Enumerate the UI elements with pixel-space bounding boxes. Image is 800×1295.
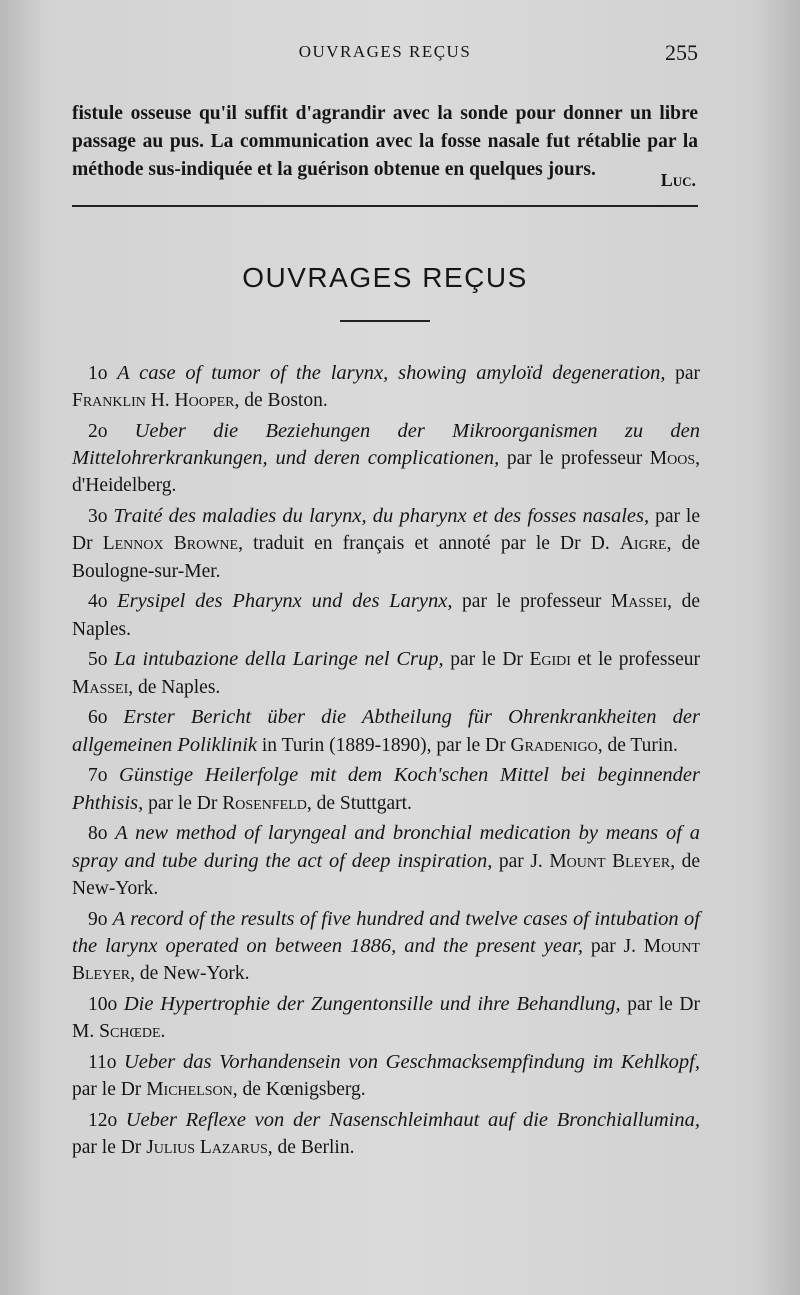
entry-author: Michelson	[146, 1079, 233, 1101]
entry-title: Erster Bericht über die Abtheilung für Ohrenkrankheiten der allgemeinen Poliklinik	[72, 706, 701, 756]
entry-title: Ueber die Beziehungen der Mikroorganismen zu den Mittelohrerkrankungen, und deren complicationen,	[72, 420, 700, 470]
section-divider	[72, 205, 698, 207]
entry-text: par le Dr	[72, 1079, 147, 1101]
entries-list	[72, 360, 700, 1165]
entry-title: Traité des maladies du larynx, du pharynx et des fosses nasales,	[113, 505, 650, 528]
entry-text: par le Dr	[143, 792, 223, 814]
entry-author: Egidi	[529, 649, 571, 671]
entry-text: , de Berlin.	[267, 1137, 355, 1159]
entry-number: 3o	[88, 506, 108, 528]
entry-title: Günstige Heilerfolge mit dem Koch'schen Mittel bei beginnender Phthisis,	[72, 764, 700, 814]
running-head-title: OUVRAGES REÇUS	[298, 42, 472, 61]
entry-text: , de Naples.	[72, 591, 701, 640]
entry-number: 4o	[88, 591, 108, 613]
entry-author: Massei	[72, 676, 129, 698]
entry-number: 2o	[88, 421, 108, 442]
intro-paragraph: fistule osseuse qu'il suffit d'agrandir avec la sonde pour donner un libre passage au pus. La communication avec la fosse nasale fut rétablie par la méthode sus-indiquée et la guérison obtenue en quelques jours.	[72, 102, 698, 180]
entry-title: Die Hypertrophie der Zungentonsille und ihre Behandlung,	[123, 992, 621, 1015]
entry-text: , de Stuttgart.	[306, 792, 412, 814]
page-number: 255	[665, 40, 698, 65]
entry-number: 8o	[88, 823, 108, 845]
entry-number: 5o	[88, 649, 108, 671]
entry-text: par le professeur	[452, 591, 611, 613]
entry-title: A case of tumor of the larynx, showing amyloïd degeneration,	[117, 362, 666, 384]
entry-title: Ueber Reflexe von der Nasenschleimhaut auf die Bronchiallumina,	[125, 1108, 701, 1131]
entry-author: Massei	[610, 591, 668, 613]
entry-author: Franklin H. Hooper	[72, 390, 235, 412]
section-title: OUVRAGES REÇUS	[242, 262, 528, 293]
entry-number: 11o	[88, 1051, 117, 1073]
list-item	[72, 991, 700, 1045]
list-item	[72, 906, 700, 988]
list-item	[72, 704, 700, 758]
entry-author: Rosenfeld	[222, 792, 307, 814]
entry-author: Mount Bleyer	[549, 850, 671, 872]
entry-text: , de New-York.	[72, 850, 700, 899]
entry-text: et le professeur	[570, 649, 700, 671]
entry-number: 12o	[88, 1109, 118, 1131]
entry-author: Aigre	[619, 533, 667, 555]
running-head	[72, 40, 698, 70]
entry-text: par	[665, 363, 701, 384]
entry-number: 7o	[88, 765, 108, 787]
entry-text: , de Naples.	[128, 676, 221, 698]
title-underline	[340, 320, 430, 322]
entry-text: par le Dr M.	[72, 993, 700, 1043]
entry-title: La intubazione della Laringe nel Crup,	[114, 648, 444, 671]
entry-text: , de Turin.	[597, 734, 678, 756]
entry-number: 6o	[88, 707, 108, 729]
list-item	[72, 588, 700, 642]
entry-text: in Turin (1889-1890), par le Dr	[257, 734, 511, 756]
entry-title: Ueber das Vorhandensein von Geschmacksempfindung im Kehlkopf,	[124, 1050, 700, 1073]
entry-author: Lennox Browne	[102, 533, 239, 555]
list-item	[72, 1049, 700, 1103]
entry-text: , de Kœnigsberg.	[232, 1079, 366, 1101]
list-item	[72, 1107, 700, 1161]
entry-author: Mount Bleyer	[72, 935, 700, 985]
list-item	[72, 503, 700, 585]
entry-text: , traduit en français et annoté par le Dr D.	[238, 533, 620, 555]
entry-number: 9o	[88, 908, 108, 930]
entry-text: par le Dr	[72, 506, 701, 555]
list-item	[72, 646, 700, 700]
entry-text: par le Dr	[443, 649, 530, 671]
entry-author: Julius Lazarus	[146, 1137, 268, 1159]
entry-text: , de Boston.	[234, 390, 328, 412]
entry-number: 10o	[88, 993, 118, 1015]
entry-title: A new method of laryngeal and bronchial medication by means of a spray and tube during the act of deep inspiration,	[72, 822, 701, 872]
entry-title: Erysipel des Pharynx und des Larynx,	[117, 590, 453, 613]
entry-author: Moos	[649, 448, 696, 470]
entry-text: , de New-York.	[130, 963, 250, 985]
entry-author: Schœde	[99, 1021, 161, 1043]
list-item	[72, 820, 700, 902]
entry-text: .	[160, 1021, 166, 1043]
entry-text: par le professeur	[499, 448, 650, 470]
entry-text: par J.	[492, 850, 550, 872]
intro-author: Luc.	[660, 170, 696, 190]
entry-author: Gradenigo	[510, 734, 598, 756]
list-item	[72, 418, 700, 500]
entry-text: , de Boulogne-sur-Mer.	[72, 533, 701, 582]
list-item	[72, 762, 700, 816]
entry-text: par J.	[583, 935, 644, 957]
list-item	[72, 360, 700, 414]
entry-text: par le Dr	[72, 1137, 147, 1159]
entry-title: A record of the results of five hundred and twelve cases of intubation of the larynx operated on between 1886, and the present year,	[72, 907, 701, 957]
entry-number: 1o	[88, 363, 108, 384]
entry-text: , d'Heidelberg.	[72, 448, 700, 497]
